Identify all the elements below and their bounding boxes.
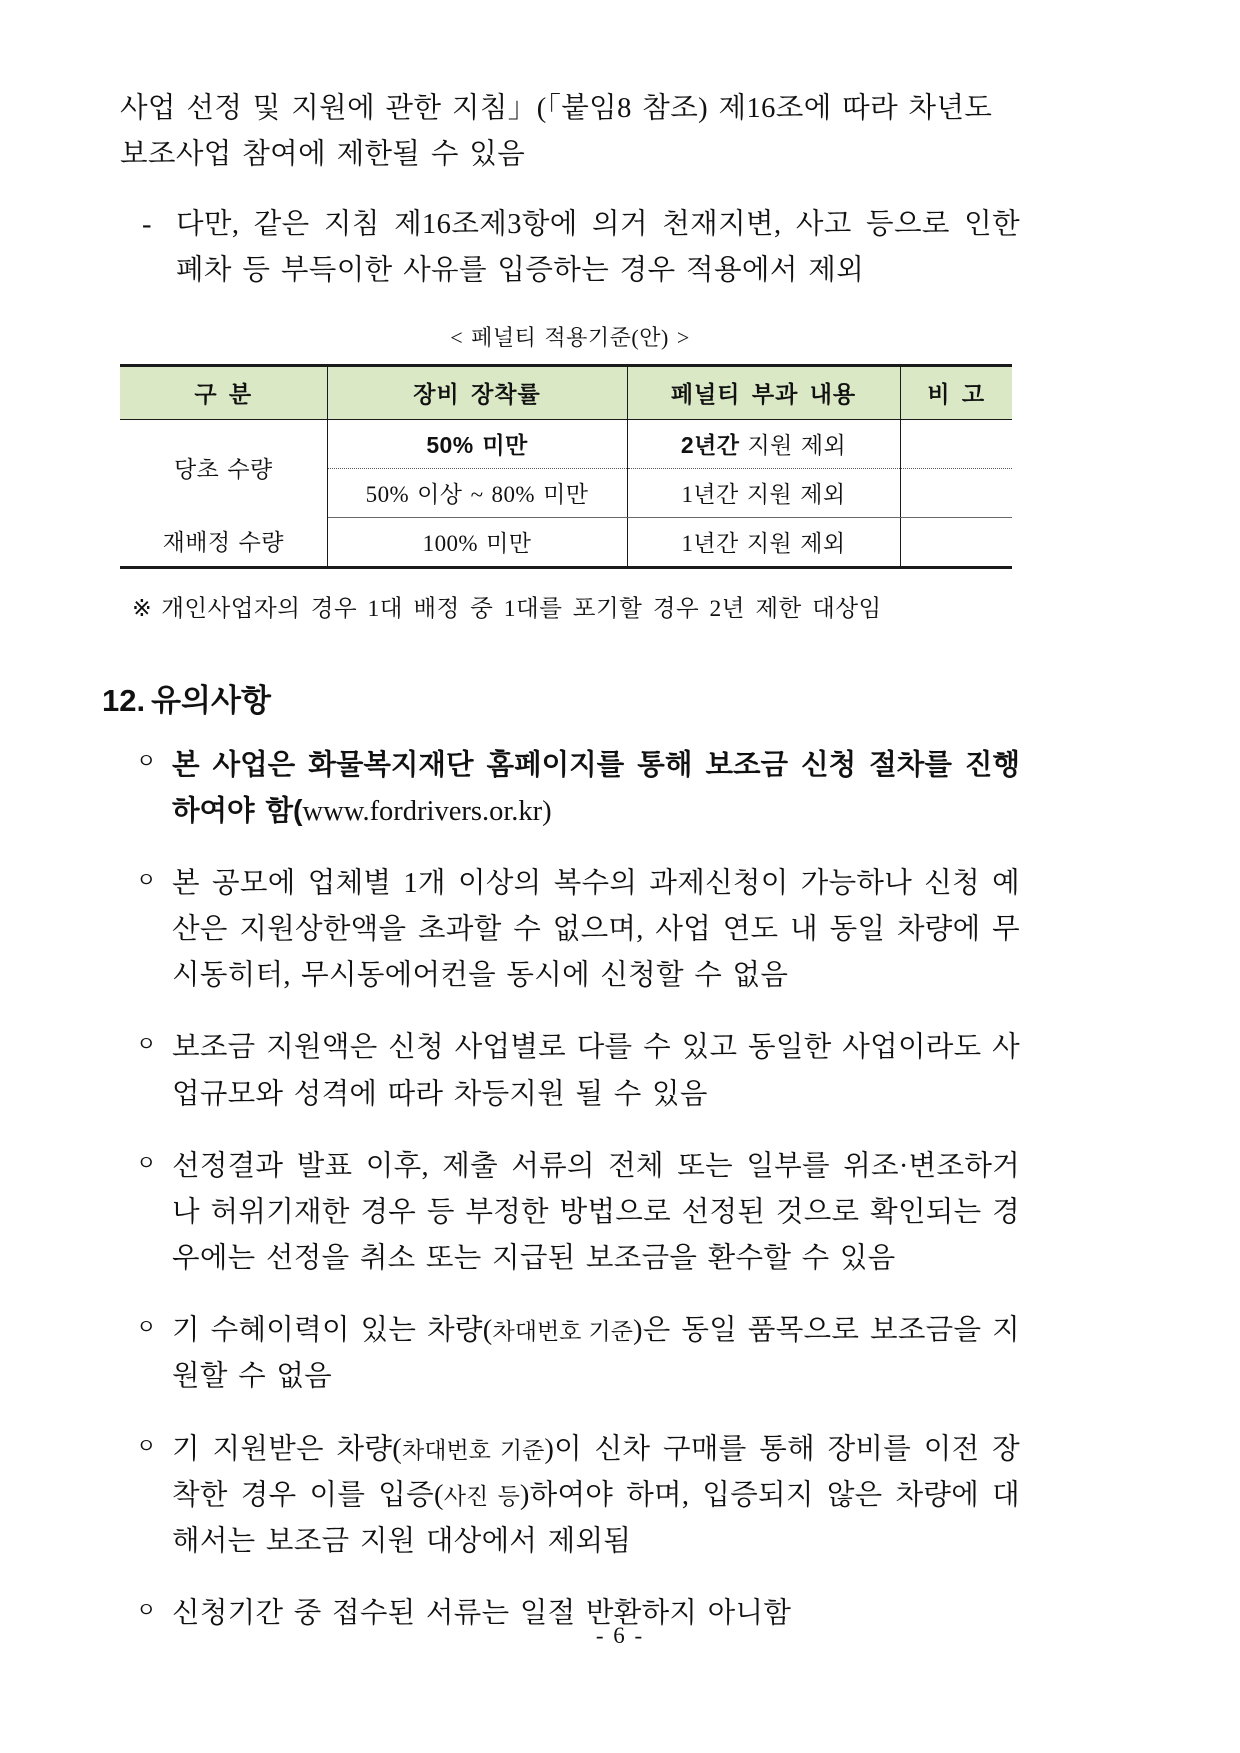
cell-rate: 50% 이상 ~ 80% 미만 (327, 468, 627, 517)
table-footnote (120, 589, 1020, 623)
list-item-text: 선정결과 발표 이후, 제출 서류의 전체 또는 일부를 위조·변조하거나 허위기재한 경우 등 부정한 방법으로 선정된 것으로 확인되는 경우에는 선정을 취소 또는 지급된 보조금을 환수할 수 있음 (172, 1150, 1020, 1275)
cell-penalty (627, 468, 900, 517)
top-paragraph-line-1: 사업 선정 및 지원에 관한 지침」(「붙임8 참조) 제16조에 따라 차년도 (120, 93, 993, 124)
list-item-text-mid: )이 신차 구매를 통해 장비를 이전 장착한 경우 이를 입증( (172, 1433, 1020, 1511)
cell-penalty-rest: 지원 제외 (746, 530, 846, 556)
list-item-parenthetical: 차대번호 기준 (492, 1319, 633, 1345)
cell-penalty-rest: 지원 제외 (747, 432, 847, 458)
cell-remarks (900, 517, 1012, 567)
dash-list-item (120, 202, 1020, 294)
list-item-text: 본 공모에 업체별 1개 이상의 복수의 과제신청이 가능하나 신청 예산은 지원상한액을 초과할 수 없으며, 사업 연도 내 동일 차량에 무시동히터, 무시동에어컨을 동시에 신청할 수 없음 (172, 867, 1020, 992)
list-item-text: 보조금 지원액은 신청 사업별로 다를 수 있고 동일한 사업이라도 사업규모와 성격에 따라 차등지원 될 수 있음 (172, 1032, 1020, 1110)
table-caption: < 페널티 적용기준(안) > (450, 324, 690, 350)
cell-remarks (900, 419, 1012, 468)
dash-item-text: 다만, 같은 지침 제16조제3항에 의거 천재지변, 사고 등으로 인한 폐차 등 부득이한 사유를 입증하는 경우 적용에서 제외 (176, 209, 1020, 287)
list-item-text: 본 사업은 화물복지재단 홈페이지를 통해 보조금 신청 절차를 진행하여야 함( (172, 748, 1020, 827)
notice-list (120, 742, 1020, 1638)
list-item (120, 1308, 1020, 1400)
circle-bullet-icon: ㅇ (136, 867, 157, 892)
cell-penalty (627, 517, 900, 567)
list-item-text-after: )하여야 하며, 입증되지 않은 차량에 대해서는 보조금 지원 대상에서 제외됨 (172, 1479, 1021, 1557)
list-item (120, 1427, 1020, 1565)
column-header-penalty: 페널티 부과 내용 (627, 365, 900, 419)
cell-penalty-lead: 1년간 (681, 530, 739, 556)
page-footer (0, 1623, 1240, 1649)
top-paragraph (120, 86, 1020, 178)
list-item (120, 1025, 1020, 1117)
table-header-row (120, 365, 1012, 419)
list-item-text: 기 수혜이력이 있는 차량( (172, 1315, 493, 1347)
section-title: 유의사항 (151, 682, 271, 718)
cell-penalty-lead: 1년간 (681, 481, 739, 507)
list-item (120, 861, 1020, 999)
homepage-url: www.fordrivers.or.kr (302, 795, 543, 827)
list-item-text: 신청기간 중 접수된 서류는 일절 반환하지 아니함 (172, 1597, 792, 1629)
cell-penalty-lead: 2년간 (680, 431, 740, 458)
table-row (120, 419, 1012, 468)
cell-rate: 100% 미만 (327, 517, 627, 567)
circle-bullet-icon: ㅇ (136, 1315, 157, 1340)
page-content (102, 86, 1021, 1637)
list-item (120, 742, 1020, 835)
list-item (120, 1144, 1020, 1282)
column-header-install-rate: 장비 장착률 (327, 365, 627, 419)
penalty-table (120, 364, 1012, 569)
circle-bullet-icon: ㅇ (136, 1597, 157, 1622)
cell-penalty-rest: 지원 제외 (746, 481, 846, 507)
reference-mark-icon: ※ (132, 595, 153, 622)
section-heading (102, 675, 1020, 720)
table-row (120, 517, 1012, 567)
column-header-remarks: 비 고 (900, 365, 1012, 419)
page-number: - 6 - (595, 1623, 645, 1648)
cell-penalty (627, 419, 900, 468)
list-item-text-after: )은 동일 품목으로 보조금을 지원할 수 없음 (172, 1315, 1020, 1393)
penalty-table-wrapper (120, 364, 1012, 569)
list-item-text: 기 지원받은 차량( (172, 1433, 403, 1465)
cell-rate: 50% 미만 (327, 419, 627, 468)
top-paragraph-line-2: 보조사업 참여에 제한될 수 있음 (120, 139, 526, 171)
circle-bullet-icon: ㅇ (136, 1150, 157, 1175)
list-item-text-after: ) (542, 795, 552, 827)
circle-bullet-icon: ㅇ (136, 748, 157, 773)
list-item-parenthetical-2: 사진 등 (443, 1483, 520, 1509)
circle-bullet-icon: ㅇ (136, 1032, 157, 1057)
section-number: 12. (102, 682, 146, 718)
cell-group-original-qty: 당초 수량 (120, 419, 327, 517)
dash-marker: - (142, 209, 152, 241)
cell-remarks (900, 468, 1012, 517)
list-item-parenthetical: 차대번호 기준 (402, 1437, 545, 1463)
circle-bullet-icon: ㅇ (136, 1433, 157, 1458)
table-footnote-text: 개인사업자의 경우 1대 배정 중 1대를 포기할 경우 2년 제한 대상임 (161, 595, 882, 622)
column-header-division: 구 분 (120, 365, 327, 419)
cell-group-reallocated-qty: 재배정 수량 (120, 517, 327, 567)
